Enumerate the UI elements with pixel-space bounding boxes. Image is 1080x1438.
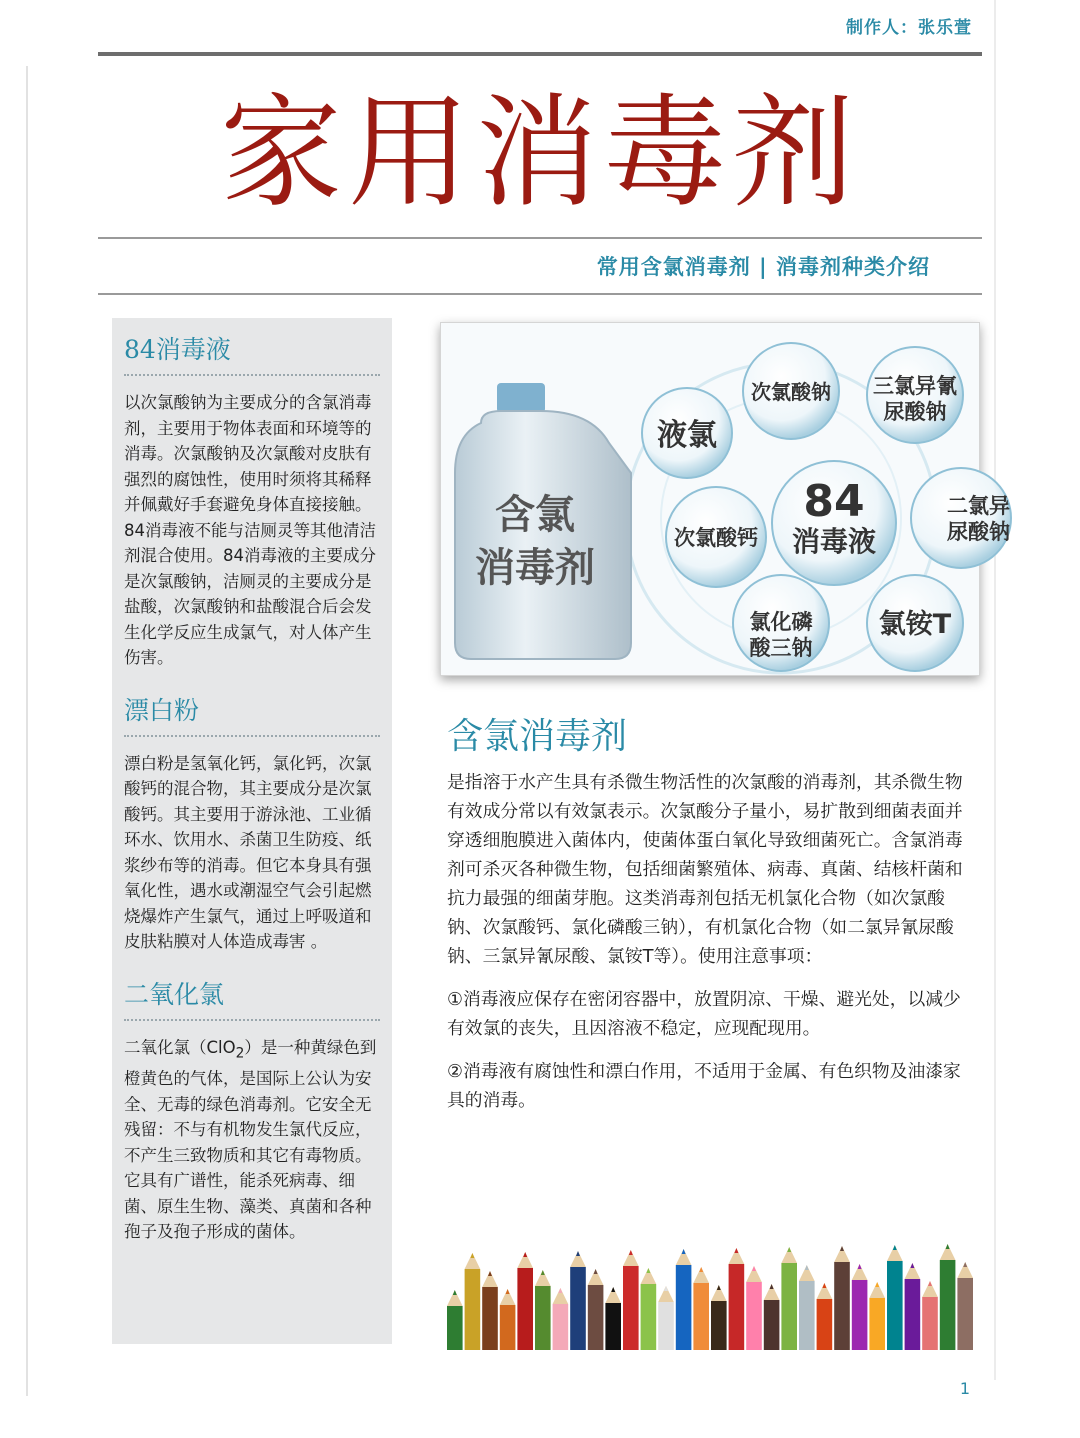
pencil-body xyxy=(905,1279,921,1350)
bubble-label: 次氯酸钠 xyxy=(751,380,831,404)
pencil-lead xyxy=(646,1268,650,1273)
bubble-liquid-chlorine xyxy=(642,388,732,478)
colored-pencils-decoration xyxy=(446,1216,974,1350)
pencil-body xyxy=(535,1286,551,1350)
pencil-body xyxy=(887,1261,903,1350)
pencil-body xyxy=(729,1264,745,1350)
pencil-lead xyxy=(541,1270,545,1275)
bubble-label: 消毒液 xyxy=(791,525,877,558)
sidebar-text-part: 二氧化氯（ClO xyxy=(124,1037,236,1057)
sidebar-text: 漂白粉是氢氧化钙，氯化钙，次氯酸钙的混合物，其主要成分是次氯酸钙。其主要用于游泳池、工业循环水、饮用水、杀菌卫生防疫、纸浆纱布等的消毒。但它本身具有强氧化性，遇水或潮湿空气会引起燃烧爆炸产生氯气，通过上呼吸道和皮肤粘膜对人体造成毒害 。 xyxy=(124,753,372,951)
pencil-body xyxy=(465,1269,481,1350)
bubble-label: 酸三钠 xyxy=(749,636,813,660)
pencil-body xyxy=(500,1305,516,1350)
pencil-lead xyxy=(805,1265,809,1270)
main-body xyxy=(447,768,972,1129)
pencil-body xyxy=(834,1262,850,1350)
pencil-lead xyxy=(558,1288,562,1293)
main-paragraph: ①消毒液应保存在密闭容器中，放置阴凉、干燥、避光处，以减少有效氯的丧失，且因溶液不稳定，应现配现用。 xyxy=(447,989,961,1039)
pencil-lead xyxy=(928,1281,932,1286)
pencil-body xyxy=(676,1265,692,1350)
bottle-cap xyxy=(497,383,545,413)
disinfectant-illustration xyxy=(440,322,1010,676)
bubble-label: 氯铵T xyxy=(878,609,952,640)
pencil-body xyxy=(799,1281,815,1350)
sidebar-section-bleach xyxy=(124,689,380,955)
bubble-label: 液氯 xyxy=(657,418,717,453)
pencil-lead xyxy=(629,1250,633,1255)
pencil-body xyxy=(553,1304,569,1350)
author-credit: 制作人：张乐萱 xyxy=(846,18,972,38)
pencil-body xyxy=(623,1266,639,1350)
sidebar xyxy=(112,318,392,1344)
pencil-lead xyxy=(453,1290,457,1295)
pencil-lead xyxy=(664,1286,668,1291)
header-rule xyxy=(98,52,982,56)
pencil-body xyxy=(940,1260,956,1350)
pencil-body xyxy=(711,1301,727,1350)
pencil-lead xyxy=(488,1271,492,1276)
sidebar-text: 以次氯酸钠为主要成分的含氯消毒剂，主要用于物体表面和环境等的消毒。次氯酸钠及次氯酸对皮肤有强烈的腐蚀性，使用时须将其稀释并佩戴好手套避免身体直接接触。84消毒液不能与洁厕灵等其他清洁剂混合使用。84消毒液的主要成分是次氯酸钠，洁厕灵的主要成分是盐酸，次氯酸钠和盐酸混合后会发生化学反应生成氯气，对人体产生伤害。 xyxy=(124,393,376,667)
bubble-label: 84 xyxy=(803,476,865,527)
pencil-lead xyxy=(682,1249,686,1254)
pencil-body xyxy=(922,1297,938,1350)
pencil-body xyxy=(746,1282,762,1350)
pencil-lead xyxy=(893,1245,897,1250)
subscript: 2 xyxy=(235,1044,245,1061)
pencil-lead xyxy=(734,1248,738,1253)
main-paragraph: 是指溶于水产生具有杀微生物活性的次氯酸的消毒剂，其杀微生物有效成分常以有效氯表示。次氯酸分子量小，易扩散到细菌表面并穿透细胞膜进入菌体内，使菌体蛋白氧化导致细菌死亡。含氯消毒剂可杀灭各种微生物，包括细菌繁殖体、病毒、真菌、结核杆菌和抗力最强的细菌芽胞。这类消毒剂包括无机氯化合物（如次氯酸钠、次氯酸钙、氯化磷酸三钠），有机氯化合物（如二氯异氰尿酸钠、三氯异氰尿酸、氯铵T等）。使用注意事项： xyxy=(447,772,963,967)
pencil-lead xyxy=(717,1285,721,1290)
pencil-body xyxy=(447,1306,463,1350)
bubble-phosphate xyxy=(733,575,829,671)
pencil-lead xyxy=(946,1244,950,1249)
illustration-svg xyxy=(441,323,1010,675)
bubble-label: 二氯异 xyxy=(947,494,1010,518)
pencil-lead xyxy=(875,1282,879,1287)
bubble-84 xyxy=(772,461,896,585)
bubble-trichloro xyxy=(867,347,963,443)
pencil-body xyxy=(605,1303,621,1350)
pencil-lead xyxy=(787,1247,791,1252)
pencil-lead xyxy=(910,1263,914,1268)
pencil-lead xyxy=(594,1269,598,1274)
pencil-body xyxy=(852,1280,868,1350)
sidebar-section-84 xyxy=(124,328,380,671)
bottle-label-line: 消毒剂 xyxy=(475,545,595,591)
bubble-label: 尿酸钠 xyxy=(947,520,1010,544)
pencil-lead xyxy=(576,1251,580,1256)
bubble-label: 氯化磷 xyxy=(749,610,813,634)
page-title: 家用消毒剂 xyxy=(220,82,860,224)
pencil-lead xyxy=(470,1253,474,1258)
sidebar-heading: 二氧化氯 xyxy=(124,973,380,1021)
bubble-dichloro xyxy=(911,468,1011,568)
bubble-chloramine-t xyxy=(867,575,963,671)
sidebar-text-part: ）是一种黄绿色到橙黄色的气体，是国际上公认为安全、无毒的绿色消毒剂。它安全无残留：不与有机物发生氯代反应，不产生三致物质和其它有毒物质。它具有广谱性，能杀死病毒、细菌、原生生物、藻类、真菌和各种孢子及孢子形成的菌体。 xyxy=(124,1037,377,1242)
pencil-body xyxy=(764,1300,780,1350)
pencil-body xyxy=(641,1284,657,1350)
pencil-lead xyxy=(822,1283,826,1288)
pencil-lead xyxy=(506,1289,510,1294)
pencil-lead xyxy=(699,1267,703,1272)
pencil-body xyxy=(482,1287,498,1350)
pencil-lead xyxy=(611,1287,615,1292)
main-heading: 含氯消毒剂 xyxy=(447,716,628,757)
pencil-lead xyxy=(752,1266,756,1271)
bottle-label-line: 含氯 xyxy=(495,492,575,538)
bubble-label: 三氯异氰 xyxy=(873,374,957,398)
bubble-sodium-hypochlorite xyxy=(743,343,839,439)
pencil-body xyxy=(817,1299,833,1350)
title-rule xyxy=(98,237,982,239)
pencil-body xyxy=(781,1263,797,1350)
sidebar-heading: 漂白粉 xyxy=(124,689,380,737)
pencil-body xyxy=(869,1298,885,1350)
bubble-label: 尿酸钠 xyxy=(883,400,947,424)
bubble-calcium-hypochlorite xyxy=(666,487,766,587)
pencil-body xyxy=(693,1283,709,1350)
pencil-body xyxy=(658,1302,674,1350)
pencil-lead xyxy=(770,1284,774,1289)
pencil-body xyxy=(588,1285,604,1350)
page-edge-left xyxy=(26,66,28,1396)
page-edge-right xyxy=(994,0,996,1380)
subtitle-rule xyxy=(98,293,982,295)
main-paragraph: ②消毒液有腐蚀性和漂白作用，不适用于金属、有色织物及油漆家具的消毒。 xyxy=(447,1061,961,1111)
page-subtitle: 常用含氯消毒剂 | 消毒剂种类介绍 xyxy=(596,255,930,279)
pencil-lead xyxy=(523,1252,527,1257)
sidebar-text xyxy=(124,1035,380,1245)
pencil-body xyxy=(517,1268,533,1350)
sidebar-heading: 84消毒液 xyxy=(124,328,380,376)
page-number: 1 xyxy=(959,1379,970,1398)
pencil-lead xyxy=(858,1264,862,1269)
sidebar-section-clo2 xyxy=(124,973,380,1245)
pencil-body xyxy=(570,1267,586,1350)
bubble-label: 次氯酸钙 xyxy=(674,526,758,550)
pencil-lead xyxy=(840,1246,844,1251)
pencil-lead xyxy=(963,1262,967,1267)
pencil-body xyxy=(957,1278,973,1350)
